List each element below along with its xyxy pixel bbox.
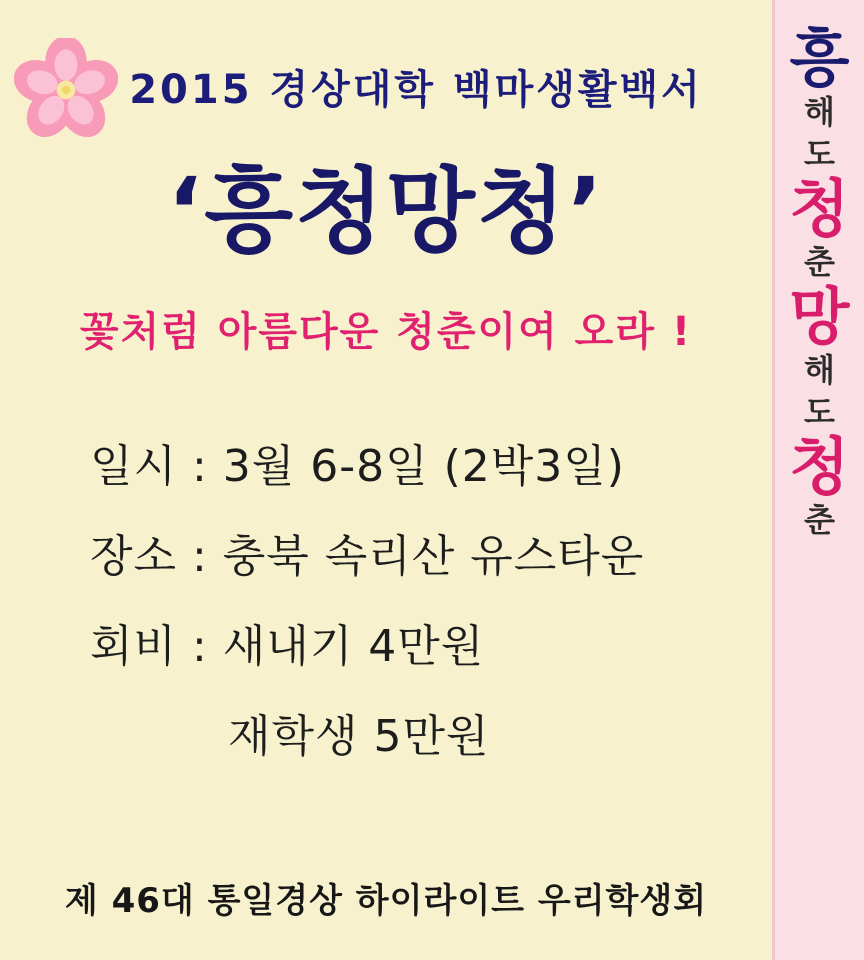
side-char-4: 청 bbox=[789, 172, 850, 245]
side-char-2: 해 bbox=[804, 93, 835, 131]
detail-fee-freshman: 회비 : 새내기 4만원 bbox=[90, 621, 485, 672]
side-char-1: 흥 bbox=[789, 22, 850, 95]
detail-fee-student: 재학생 5만원 bbox=[228, 711, 490, 762]
side-vertical-banner bbox=[772, 0, 864, 960]
side-char-8: 도 bbox=[804, 393, 835, 431]
poster-subtitle: 꽃처럼 아름다운 청춘이여 오라 ! bbox=[79, 309, 693, 355]
poster-title: ‘흥청망청’ bbox=[167, 158, 605, 265]
poster-headline: 2015 경상대학 백마생활백서 bbox=[129, 67, 703, 113]
detail-place: 장소 : 충북 속리산 유스타운 bbox=[90, 531, 645, 582]
side-char-10: 춘 bbox=[804, 501, 835, 539]
poster-details bbox=[0, 430, 772, 790]
detail-date: 일시 : 3월 6-8일 (2박3일) bbox=[90, 441, 625, 492]
side-char-3: 도 bbox=[804, 135, 835, 173]
side-char-6: 망 bbox=[789, 280, 850, 353]
side-char-9: 청 bbox=[789, 430, 850, 503]
side-char-5: 춘 bbox=[804, 243, 835, 281]
poster-footer: 제 46대 통일경상 하이라이트 우리학생회 bbox=[64, 881, 708, 921]
side-char-7: 해 bbox=[804, 351, 835, 389]
